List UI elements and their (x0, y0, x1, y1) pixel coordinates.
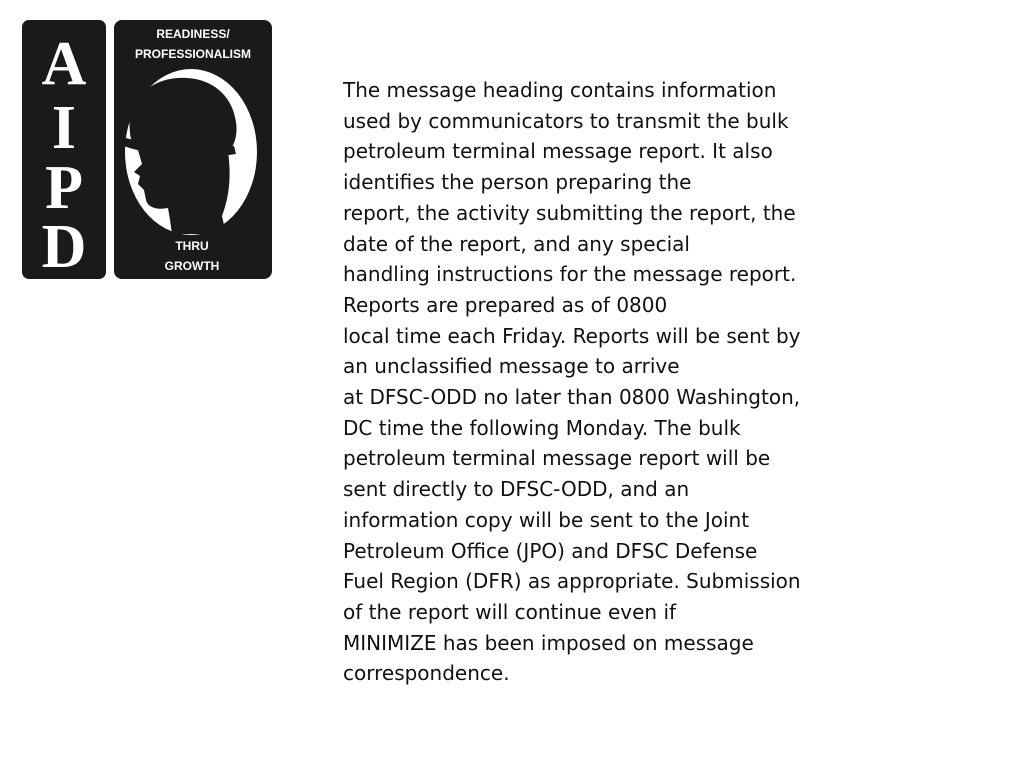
paragraph-line: DC time the following Monday. The bulk (343, 415, 741, 440)
logo-letter-a: A (41, 30, 87, 98)
paragraph-line: petroleum terminal message report. It also (343, 139, 773, 164)
logo-letter-i: I (51, 94, 77, 162)
logo-letter-p: P (45, 154, 83, 222)
logo-bottom-text-1: THRU (175, 239, 209, 253)
paragraph-line: Fuel Region (DFR) as appropriate. Submission (343, 569, 801, 594)
aipd-logo (22, 20, 272, 279)
logo-top-text-2: PROFESSIONALISM (134, 47, 252, 61)
paragraph-line: of the report will continue even if (343, 599, 677, 624)
paragraph-line: local time each Friday. Reports will be sent by (343, 323, 801, 348)
paragraph-line: MINIMIZE has been imposed on message (343, 630, 754, 655)
paragraph-line: information copy will be sent to the Joint (343, 507, 750, 532)
logo-letter-d: D (41, 213, 87, 279)
logo-bottom-text-2: GROWTH (164, 259, 220, 273)
paragraph-line: correspondence. (343, 661, 510, 686)
paragraph-line: identifies the person preparing the (343, 170, 692, 195)
paragraph-line: handling instructions for the message report. (343, 262, 797, 287)
paragraph-line: at DFSC-ODD no later than 0800 Washington, (343, 385, 801, 410)
paragraph-line: Petroleum Office (JPO) and DFSC Defense (343, 538, 758, 563)
paragraph-line: sent directly to DFSC-ODD, and an (343, 477, 690, 502)
paragraph-line: Reports are prepared as of 0800 (343, 292, 668, 317)
logo-top-text-1: READINESS/ (156, 27, 230, 41)
paragraph-line: The message heading contains information (343, 78, 777, 102)
paragraph-line: report, the activity submitting the report, the (343, 200, 796, 225)
paragraph-line: petroleum terminal message report will be (343, 446, 771, 471)
message-heading-paragraph (343, 75, 823, 689)
aipd-logo-graphic (22, 20, 272, 279)
paragraph-line: an unclassified message to arrive (343, 354, 680, 379)
paragraph-line: used by communicators to transmit the bulk (343, 108, 789, 133)
paragraph-line: date of the report, and any special (343, 231, 690, 256)
